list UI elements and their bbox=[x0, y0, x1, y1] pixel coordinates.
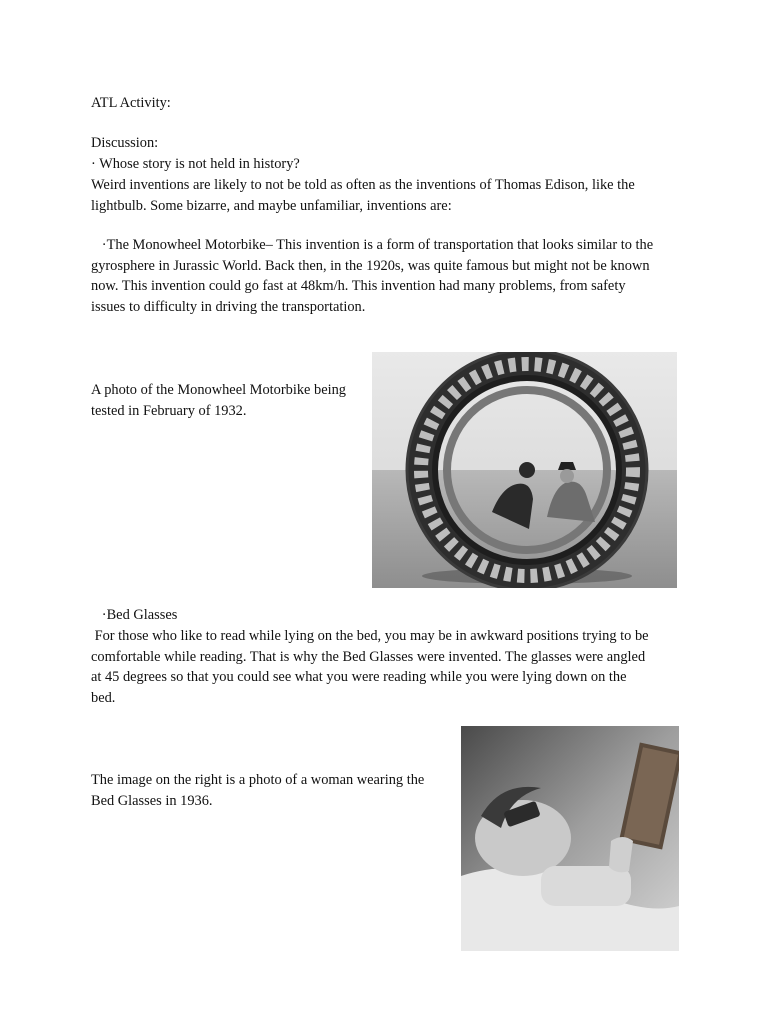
monowheel-paragraph bbox=[91, 235, 691, 317]
intro-paragraph bbox=[91, 175, 691, 216]
monowheel-line: gyrosphere in Jurassic World. Back then, in the 1920s, was quite famous but might not be known bbox=[91, 257, 650, 274]
monowheel-line: now. This invention could go fast at 48km/h. This invention had many problems, from safety bbox=[91, 278, 626, 295]
bed-glasses-line: bed. bbox=[91, 689, 116, 706]
intro-line: Weird inventions are likely to not be told as often as the inventions of Thomas Edison, like the bbox=[91, 177, 635, 193]
bed-glasses-line: at 45 degrees so that you could see what you were reading while you were lying down on the bbox=[91, 669, 627, 686]
discussion-label: Discussion: bbox=[91, 135, 159, 151]
bed-glasses-title: ·Bed Glasses bbox=[91, 607, 178, 623]
monowheel-line: ·The Monowheel Motorbike– This invention is a form of transportation that looks similar to the bbox=[91, 237, 654, 253]
caption-line: A photo of the Monowheel Motorbike being bbox=[91, 382, 346, 398]
discussion-question: · Whose story is not held in history? bbox=[91, 156, 300, 172]
caption-line: tested in February of 1932. bbox=[91, 402, 247, 419]
caption-line: Bed Glasses in 1936. bbox=[91, 792, 213, 809]
monowheel-line: issues to difficulty in driving the transportation. bbox=[91, 298, 366, 315]
monowheel-photo bbox=[372, 352, 677, 588]
bed-glasses-line: For those who like to read while lying on the bed, you may be in awkward positions trying to be bbox=[91, 628, 649, 644]
caption-line: The image on the right is a photo of a woman wearing the bbox=[91, 772, 425, 788]
bed-glasses-line: comfortable while reading. That is why the Bed Glasses were invented. The glasses were angled bbox=[91, 648, 646, 665]
intro-line: lightbulb. Some bizarre, and maybe unfamiliar, inventions are: bbox=[91, 197, 452, 214]
bed-glasses-photo bbox=[461, 726, 679, 951]
heading: ATL Activity: bbox=[91, 95, 171, 111]
bed-glasses-paragraph bbox=[91, 626, 691, 708]
